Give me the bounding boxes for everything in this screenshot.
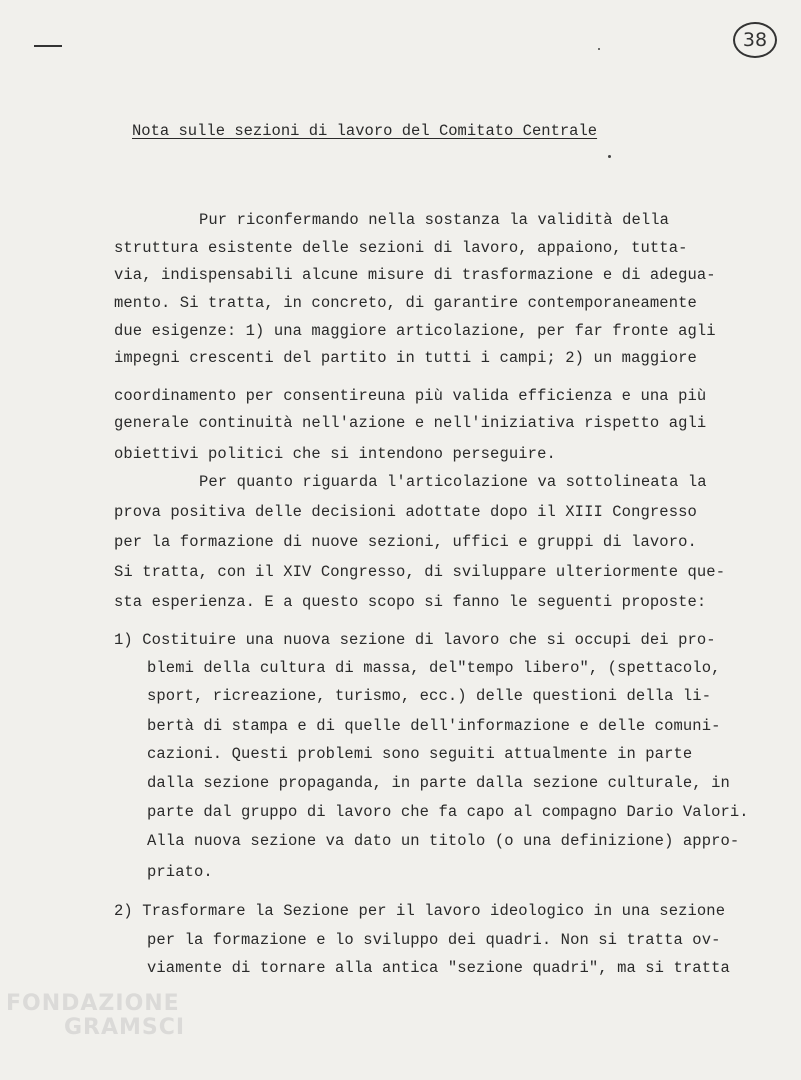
list-item-line: bertà di stampa e di quelle dell'informazione e delle comuni- — [147, 717, 721, 735]
text-line: Si tratta, con il XIV Congresso, di sviluppare ulteriormente que- — [114, 563, 726, 581]
list-item-line: viamente di tornare alla antica "sezione quadri", ma si tratta — [147, 959, 730, 977]
list-item-line: dalla sezione propaganda, in parte dalla sezione culturale, in — [147, 774, 730, 792]
text-line: Per quanto riguarda l'articolazione va sottolineata la — [199, 473, 707, 491]
watermark-line: GRAMSCI — [64, 1015, 186, 1040]
list-item-line: 1) Costituire una nuova sezione di lavoro che si occupi dei pro- — [114, 631, 716, 649]
text-line: via, indispensabili alcune misure di trasformazione e di adegua- — [114, 266, 716, 284]
archive-watermark — [6, 992, 185, 1040]
list-item-line: blemi della cultura di massa, del"tempo libero", (spettacolo, — [147, 659, 721, 677]
text-line: prova positiva delle decisioni adottate dopo il XIII Congresso — [114, 503, 697, 521]
list-item-line: cazioni. Questi problemi sono seguiti attualmente in parte — [147, 745, 693, 763]
list-item-line: per la formazione e lo sviluppo dei quadri. Non si tratta ov- — [147, 931, 721, 949]
text-line: Pur riconfermando nella sostanza la validità della — [199, 211, 670, 229]
text-line: struttura esistente delle sezioni di lavoro, appaiono, tutta- — [114, 239, 688, 257]
list-item-line: 2) Trasformare la Sezione per il lavoro ideologico in una sezione — [114, 902, 726, 920]
text-line: due esigenze: 1) una maggiore articolazione, per far fronte agli — [114, 322, 716, 340]
text-line: obiettivi politici che si intendono perseguire. — [114, 445, 556, 463]
list-item-line: priato. — [147, 863, 213, 881]
list-item-line: sport, ricreazione, turismo, ecc.) delle questioni della li- — [147, 687, 712, 705]
page-number-circled: 38 — [733, 22, 777, 58]
corner-pen-mark — [34, 45, 62, 47]
ink-dot — [598, 48, 600, 50]
list-item-line: Alla nuova sezione va dato un titolo (o una definizione) appro- — [147, 832, 740, 850]
document-title: Nota sulle sezioni di lavoro del Comitato Centrale — [132, 122, 598, 140]
text-line: mento. Si tratta, in concreto, di garantire contemporaneamente — [114, 294, 697, 312]
text-line: generale continuità nell'azione e nell'iniziativa rispetto agli — [114, 414, 707, 432]
ink-dot — [608, 155, 611, 158]
text-line: impegni crescenti del partito in tutti i campi; 2) un maggiore — [114, 349, 697, 367]
text-line: coordinamento per consentireuna più valida efficienza e una più — [114, 387, 707, 405]
text-line: sta esperienza. E a questo scopo si fanno le seguenti proposte: — [114, 593, 707, 611]
list-item-line: parte dal gruppo di lavoro che fa capo al compagno Dario Valori. — [147, 803, 749, 821]
watermark-line: FONDAZIONE — [6, 991, 180, 1016]
text-line: per la formazione di nuove sezioni, uffici e gruppi di lavoro. — [114, 533, 697, 551]
